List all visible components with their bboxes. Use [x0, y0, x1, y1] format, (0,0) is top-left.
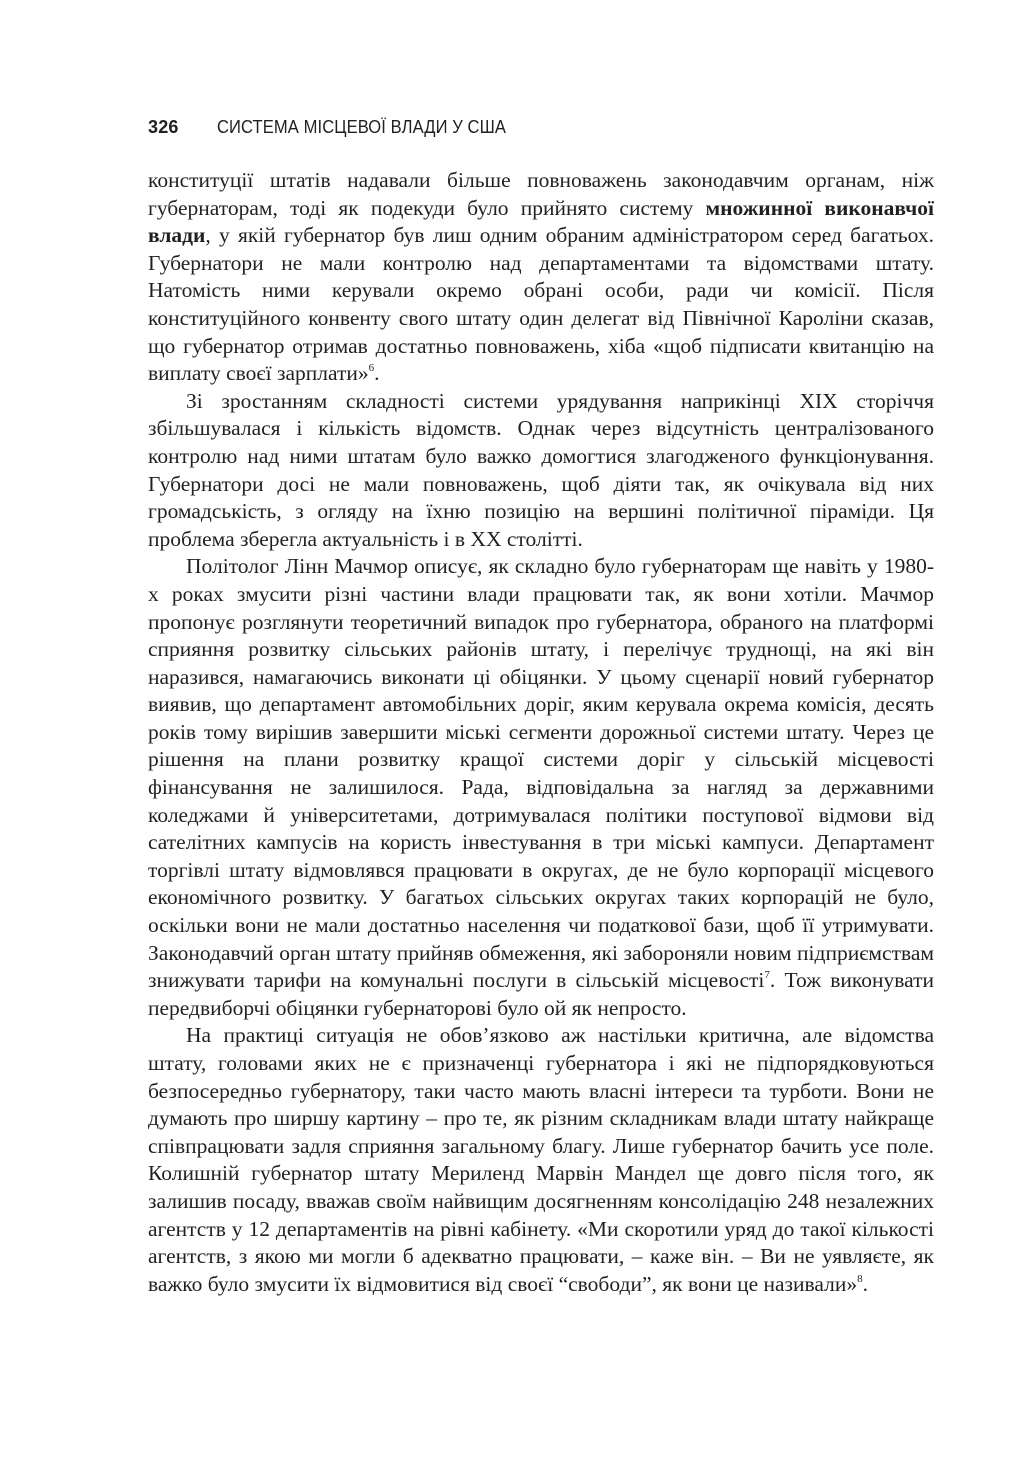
running-title: СИСТЕМА МІСЦЕВОЇ ВЛАДИ У США — [216, 117, 506, 137]
paragraph-3-text: Політолог Лінн Мачмор описує, як складно було губернаторам ще навіть у 1980-х роках змусити різні частини влади працювати так, як вони хотіли. Мачмор пропонує розглянути теоретичний випадок про губернатора, обраного на платформі сприяння розвитку сільських районів штату, і перелічує труднощі, на які він наразився, намагаючись виконати ці обіцянки. У цьому сценарії новий губернатор виявив, що департамент автомобільних доріг, яким керувала окрема комісія, десять років тому вирішив завершити міські сегменти дорожньої системи штату. Через це рішення на плани розвитку кращої системи доріг у сільській місцевості фінансування не залишилося. Рада, відповідальна за нагляд за державними коледжами й університетами, дотримувалася політики поступової відмови від сателітних кампусів на користь інвестування в три міські кампуси. Департамент торгівлі штату відмовлявся працювати в округах, де не було корпорації місцевого економічного розвитку. У багатьох сільських округах таких корпорацій не було, оскільки вони не мали достатньо населення чи податкової бази, щоб її утримувати. Законодавчий орган штату прийняв обмеження, які забороняли новим підприємствам знижувати тарифи на комунальні послуги в сільській місцевості — [148, 554, 934, 993]
page-number: 326 — [148, 117, 179, 137]
paragraph-1-end: . — [374, 361, 380, 386]
paragraph-3 — [148, 553, 934, 1022]
footnote-ref-8[interactable]: 8 — [857, 1272, 863, 1285]
bold-term: множинної виконавчої влади — [148, 195, 934, 248]
paragraph-2 — [148, 388, 934, 554]
paragraph-2-text: Зі зростанням складності системи урядування наприкінці XIX сторіччя збільшувалася і кількість відомств. Однак через відсутність централізованого контролю над ними штатам було важко домогтися злагодженого функціонування. Губернатори досі не мали повноважень, щоб діяти так, як очікувала від них громадськість, з огляду на їхню позицію на вершині політичної піраміди. Ця проблема зберегла актуальність і в XX столітті. — [148, 388, 934, 551]
footnote-ref-7[interactable]: 7 — [764, 969, 770, 982]
paragraph-3-text-cont: . Тож виконувати передвиборчі обіцянки губернаторові було ой як непросто. — [148, 968, 935, 1020]
running-header — [148, 117, 531, 138]
body-text — [148, 167, 934, 1298]
paragraph-1-text: конституції штатів надавали більше повноважень законодавчим органам, ніж губернаторам, тоді як подекуди було прийнято систему — [148, 168, 934, 220]
paragraph-1 — [148, 167, 934, 388]
paragraph-4-text: На практиці ситуація не обов’язково аж настільки критична, але відомства штату, головами яких не є призначенці губернатора і які не підпорядковуються безпосередньо губернатору, таки часто мають власні інтереси та турботи. Вони не думають про ширшу картину – про те, як різним складникам влади штату найкраще співпрацювати задля сприяння загальному благу. Лише губернатор бачить усе поле. Колишній губернатор штату Мериленд Марвін Мандел ще довго після того, як залишив посаду, вважав своїм найвищим досягненням консолідацію 248 незалежних агентств у 12 департаментів на рівні кабінету. «Ми скоротили уряд до такої кількості агентств, з якою ми могли б адекватно працювати, – каже він. – Ви не уявляєте, як важко було змусити їх відмовитися від своєї “свободи”, як вони це називали» — [148, 1023, 934, 1296]
paragraph-1-text-cont: , у якій губернатор був лиш одним обраним адміністратором серед багатьох. Губернатори не мали контролю над департаментами та відомствами штату. Натомість ними керували окремо обрані особи, ради чи комісії. Після конституційного конвенту свого штату один делегат від Північної Кароліни сказав, що губернатор отримав достатньо повноважень, хіба «щоб підписати квитанцію на виплату своєї зарплати» — [148, 223, 934, 386]
paragraph-4 — [148, 1022, 934, 1298]
footnote-ref-6[interactable]: 6 — [368, 362, 375, 374]
paragraph-4-end: . — [862, 1271, 869, 1296]
